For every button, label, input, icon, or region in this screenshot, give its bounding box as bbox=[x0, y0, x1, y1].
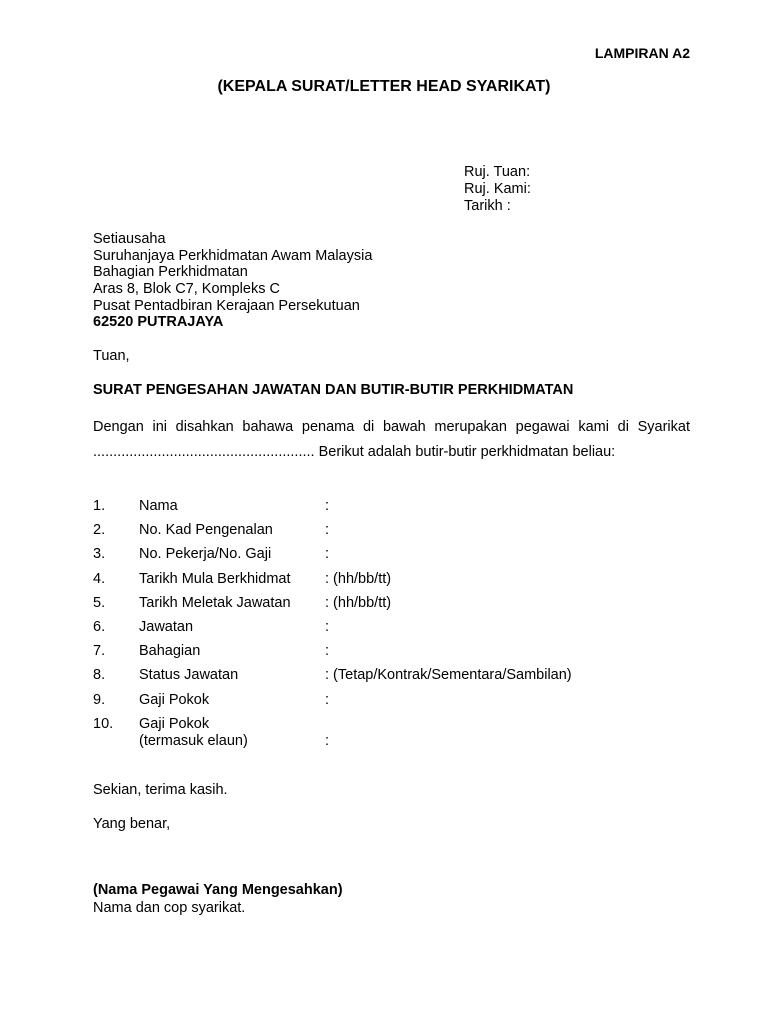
list-item bbox=[93, 546, 693, 570]
appendix-label: LAMPIRAN A2 bbox=[594, 45, 690, 61]
list-item bbox=[93, 498, 693, 522]
item-label: Gaji Pokok bbox=[139, 691, 210, 708]
item-value: : bbox=[325, 643, 330, 660]
regards-line: Yang benar, bbox=[93, 816, 171, 832]
details-list bbox=[93, 498, 693, 758]
signer-name: (Nama Pegawai Yang Mengesahkan) bbox=[93, 882, 343, 898]
list-item bbox=[93, 716, 693, 758]
item-value: : bbox=[325, 618, 330, 635]
item-label: Tarikh Mula Berkhidmat bbox=[139, 570, 291, 587]
item-value: : (hh/bb/tt) bbox=[325, 594, 392, 611]
list-item bbox=[93, 595, 693, 619]
item-number: 6. bbox=[93, 618, 106, 635]
item-number: 9. bbox=[93, 691, 106, 708]
item-value: : bbox=[325, 522, 330, 539]
signer-note: Nama dan cop syarikat. bbox=[93, 900, 246, 916]
item-label: Gaji Pokok bbox=[139, 715, 210, 732]
reference-your-ref: Ruj. Tuan: bbox=[464, 164, 531, 180]
item-number: 5. bbox=[93, 594, 106, 611]
item-label-note: (termasuk elaun) bbox=[139, 732, 248, 749]
item-number: 1. bbox=[93, 498, 106, 514]
item-label: No. Kad Pengenalan bbox=[139, 522, 273, 539]
item-number: 10. bbox=[93, 715, 114, 732]
addressee-line: Suruhanjaya Perkhidmatan Awam Malaysia bbox=[93, 247, 373, 264]
addressee-line: Pusat Pentadbiran Kerajaan Persekutuan bbox=[93, 297, 360, 314]
addressee-postcode-city: 62520 PUTRAJAYA bbox=[93, 314, 224, 331]
item-value: : bbox=[325, 691, 330, 708]
item-label: No. Pekerja/No. Gaji bbox=[139, 546, 272, 563]
closing-line: Sekian, terima kasih. bbox=[93, 782, 228, 798]
item-label: Status Jawatan bbox=[139, 667, 239, 684]
reference-date: Tarikh : bbox=[464, 198, 511, 214]
item-number: 7. bbox=[93, 643, 106, 660]
item-label: Nama bbox=[139, 498, 178, 514]
list-item bbox=[93, 667, 693, 691]
list-item bbox=[93, 571, 693, 595]
body-paragraph: Dengan ini disahkan bahawa penama di bawah merupakan pegawai kami di Syarikat ....................................................... Berikut adalah butir-butir perkhidmatan beliau: bbox=[93, 419, 690, 460]
list-item bbox=[93, 522, 693, 546]
item-value: : (Tetap/Kontrak/Sementara/Sambilan) bbox=[325, 667, 572, 684]
item-label: Bahagian bbox=[139, 643, 201, 660]
addressee-block bbox=[93, 231, 372, 331]
addressee-line: Bahagian Perkhidmatan bbox=[93, 264, 248, 281]
item-number: 8. bbox=[93, 667, 106, 684]
salutation: Tuan, bbox=[93, 348, 130, 364]
list-item bbox=[93, 619, 693, 643]
item-label: Jawatan bbox=[139, 618, 194, 635]
item-number: 4. bbox=[93, 570, 106, 587]
item-value: : bbox=[325, 546, 330, 563]
item-value: : bbox=[325, 498, 330, 514]
item-label: Tarikh Meletak Jawatan bbox=[139, 594, 291, 611]
item-value: : (hh/bb/tt) bbox=[325, 570, 392, 587]
item-number: 3. bbox=[93, 546, 106, 563]
reference-our-ref: Ruj. Kami: bbox=[464, 181, 531, 197]
addressee-line: Setiausaha bbox=[93, 231, 166, 247]
addressee-line: Aras 8, Blok C7, Kompleks C bbox=[93, 281, 280, 298]
list-item bbox=[93, 692, 693, 716]
item-value: : bbox=[325, 732, 330, 749]
letter-subject: SURAT PENGESAHAN JAWATAN DAN BUTIR-BUTIR PERKHIDMATAN bbox=[93, 382, 574, 398]
reference-block bbox=[464, 164, 531, 215]
list-item bbox=[93, 643, 693, 667]
item-number: 2. bbox=[93, 522, 106, 539]
letterhead-title: (KEPALA SURAT/LETTER HEAD SYARIKAT) bbox=[217, 78, 551, 95]
